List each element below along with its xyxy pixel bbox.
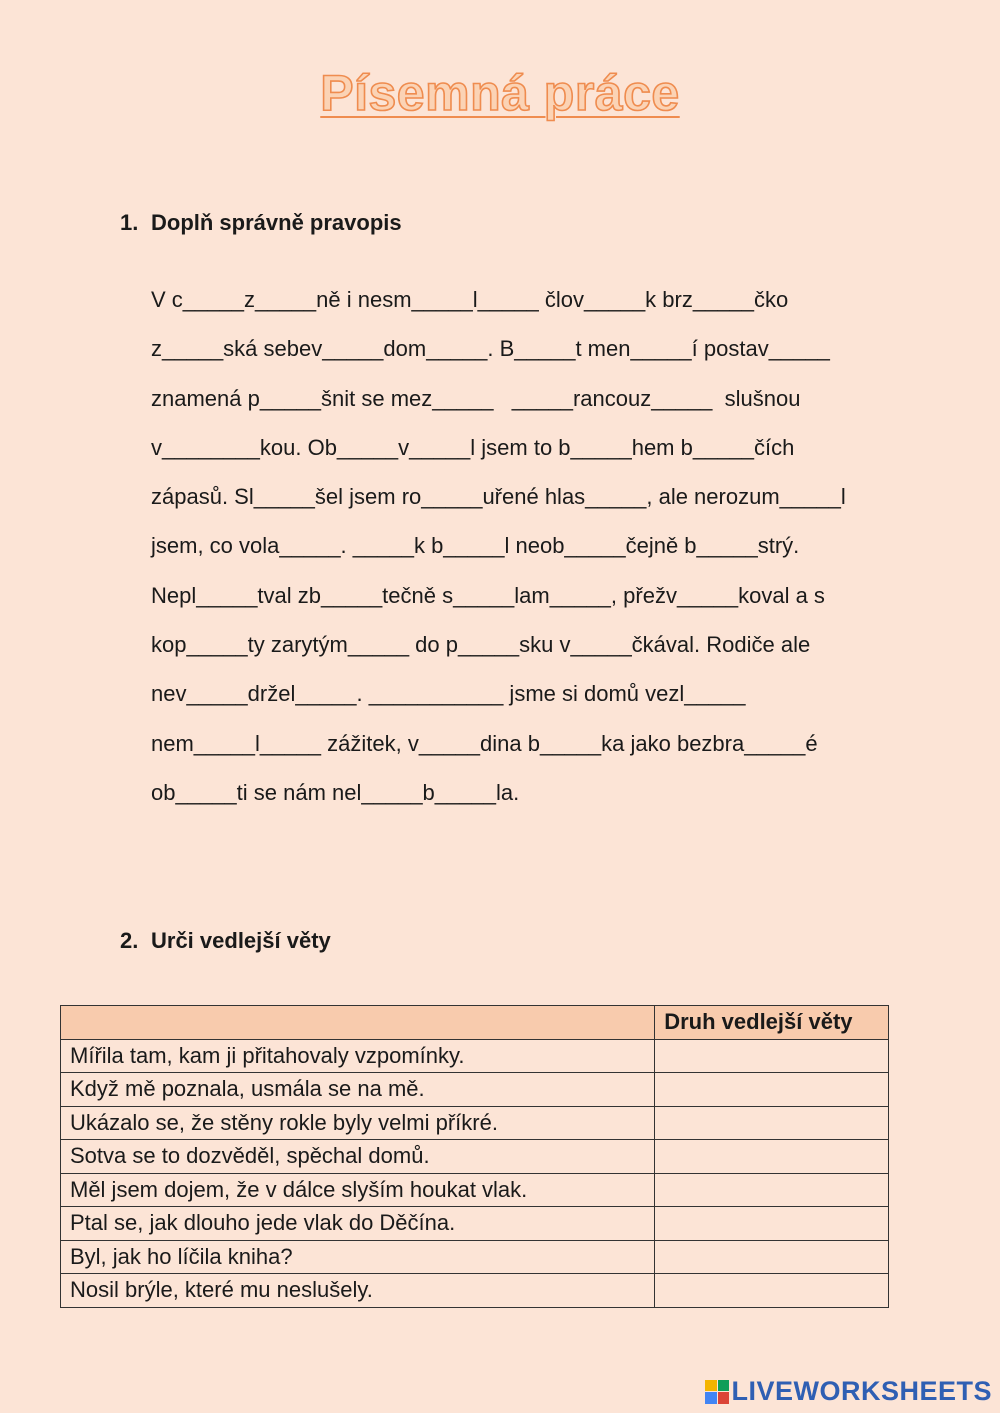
fill-in-exercise [151, 275, 846, 817]
liveworksheets-brand [705, 1376, 992, 1407]
table-row [61, 1207, 889, 1241]
sentence-cell: Když mě poznala, usmála se na mě. [61, 1073, 655, 1107]
section-2-heading [120, 928, 331, 954]
exercise-line: jsem, co vola_____. _____k b_____l neob_____čejně b_____strý. [151, 533, 800, 559]
exercise-line: zápasů. Sl_____šel jsem ro_____uřené hlas_____, ale nerozum_____l [151, 484, 846, 510]
liveworksheets-logo-icon [705, 1380, 729, 1404]
clause-type-answer-cell[interactable] [655, 1106, 889, 1140]
clause-type-answer-cell[interactable] [655, 1039, 889, 1073]
clause-type-answer-cell[interactable] [655, 1073, 889, 1107]
table-row [61, 1106, 889, 1140]
clause-table [60, 1005, 889, 1308]
clause-type-answer-cell[interactable] [655, 1207, 889, 1241]
sentence-cell: Měl jsem dojem, že v dálce slyším houkat vlak. [61, 1173, 655, 1207]
sentence-cell: Ukázalo se, že stěny rokle byly velmi příkré. [61, 1106, 655, 1140]
section-1-title: Doplň správně pravopis [151, 210, 402, 235]
section-2-title: Urči vedlejší věty [151, 928, 331, 953]
exercise-line: Nepl_____tval zb_____tečně s_____lam_____, přežv_____koval a s [151, 582, 825, 608]
table-header-sentence [61, 1006, 655, 1040]
section-1-number: 1. [120, 210, 139, 235]
table-row [61, 1173, 889, 1207]
sentence-cell: Nosil brýle, které mu neslušely. [61, 1274, 655, 1308]
section-2-number: 2. [120, 928, 139, 953]
exercise-line: ob_____ti se nám nel_____b_____la. [151, 779, 520, 805]
clause-type-answer-cell[interactable] [655, 1240, 889, 1274]
table-row [61, 1073, 889, 1107]
exercise-line: v________kou. Ob_____v_____l jsem to b_____hem b_____čích [151, 434, 795, 460]
clause-type-answer-cell[interactable] [655, 1140, 889, 1174]
sentence-cell: Byl, jak ho líčila kniha? [61, 1240, 655, 1274]
table-row [61, 1140, 889, 1174]
exercise-line: nev_____držel_____. ___________ jsme si domů vezl_____ [151, 681, 746, 707]
section-1-heading [120, 210, 402, 236]
table-header-clause-type: Druh vedlejší věty [655, 1006, 889, 1040]
table-header-row [61, 1006, 889, 1040]
exercise-line: nem_____l_____ zážitek, v_____dina b_____ka jako bezbra_____é [151, 730, 818, 756]
exercise-line: V c_____z_____ně i nesm_____l_____ člov_____k brz_____čko [151, 287, 789, 312]
clause-type-answer-cell[interactable] [655, 1173, 889, 1207]
sentence-cell: Ptal se, jak dlouho jede vlak do Děčína. [61, 1207, 655, 1241]
table-row [61, 1240, 889, 1274]
sentence-cell: Mířila tam, kam ji přitahovaly vzpomínky. [61, 1039, 655, 1073]
clause-type-answer-cell[interactable] [655, 1274, 889, 1308]
table-row [61, 1039, 889, 1073]
exercise-line: znamená p_____šnit se mez_____ _____rancouz_____ slušnou [151, 385, 801, 411]
brand-name: LIVEWORKSHEETS [731, 1376, 992, 1406]
table-row [61, 1274, 889, 1308]
sentence-cell: Sotva se to dozvěděl, spěchal domů. [61, 1140, 655, 1174]
page-title: Písemná práce [320, 65, 680, 121]
exercise-line: z_____ská sebev_____dom_____. B_____t men_____í postav_____ [151, 336, 830, 362]
exercise-line: kop_____ty zarytým_____ do p_____sku v_____čkával. Rodiče ale [151, 632, 811, 658]
